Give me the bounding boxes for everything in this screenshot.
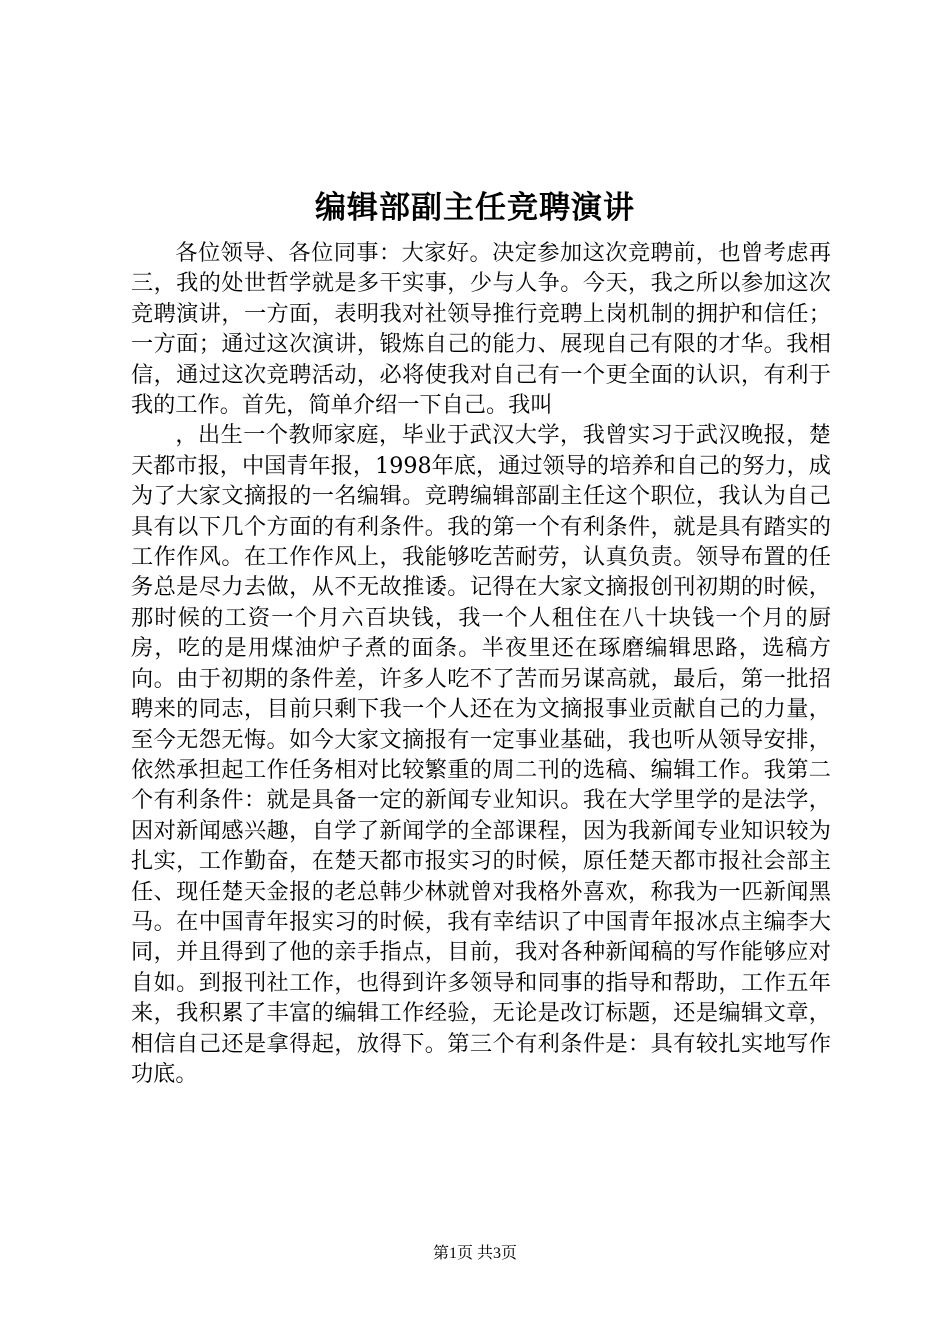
paragraph: ，出生一个教师家庭，毕业于武汉大学，我曾实习于武汉晚报，楚天都市报，中国青年报，1998年底，通过领导的培养和自己的努力，成为了大家文摘报的一名编辑。竞聘编辑部副主任这个职位，我认为自己具有以下几个方面的有利条件。我的第一个有利条件，就是具有踏实的工作作风。在工作作风上，我能够吃苦耐劳，认真负责。领导布置的任务总是尽力去做，从不无故推诿。记得在大家文摘报创刊初期的时候，那时候的工资一个月六百块钱，我一个人租住在八十块钱一个月的厨房，吃的是用煤油炉子煮的面条。半夜里还在琢磨编辑思路，选稿方向。由于初期的条件差，许多人吃不了苦而另谋高就，最后，第一批招聘来的同志，目前只剩下我一个人还在为文摘报事业贡献自己的力量，至今无怨无悔。如今大家文摘报有一定事业基础，我也听从领导安排，依然承担起工作任务相对比较繁重的周二刊的选稿、编辑工作。我第二个有利条件：就是具备一定的新闻专业知识。我在大学里学的是法学，因对新闻感兴趣，自学了新闻学的全部课程，因为我新闻专业知识较为扎实，工作勤奋，在楚天都市报实习的时候，原任楚天都市报社会部主任、现任楚天金报的老总韩少林就曾对我格外喜欢，称我为一匹新闻黑马。在中国青年报实习的时候，我有幸结识了中国青年报冰点主编李大同，并且得到了他的亲手指点，目前，我对各种新闻稿的写作能够应对自如。到报刊社工作，也得到许多领导和同事的指导和帮助，工作五年来，我积累了丰富的编辑工作经验，无论是改订标题，还是编辑文章，相信自己还是拿得起，放得下。第三个有利条件是：具有较扎实地写作功底。: [131, 422, 831, 1087]
document-body: [131, 238, 831, 1089]
page-number: 第1页 共3页: [432, 1245, 517, 1262]
document-title: 编辑部副主任竞聘演讲: [315, 190, 635, 226]
paragraph: 各位领导、各位同事：大家好。决定参加这次竞聘前，也曾考虑再三，我的处世哲学就是多干实事，少与人争。今天，我之所以参加这次竞聘演讲，一方面，表明我对社领导推行竞聘上岗机制的拥护和信任；一方面；通过这次演讲，锻炼自己的能力、展现自己有限的才华。我相信，通过这次竞聘活动，必将使我对自己有一个更全面的认识，有利于我的工作。首先，简单介绍一下自己。我叫: [131, 240, 831, 419]
